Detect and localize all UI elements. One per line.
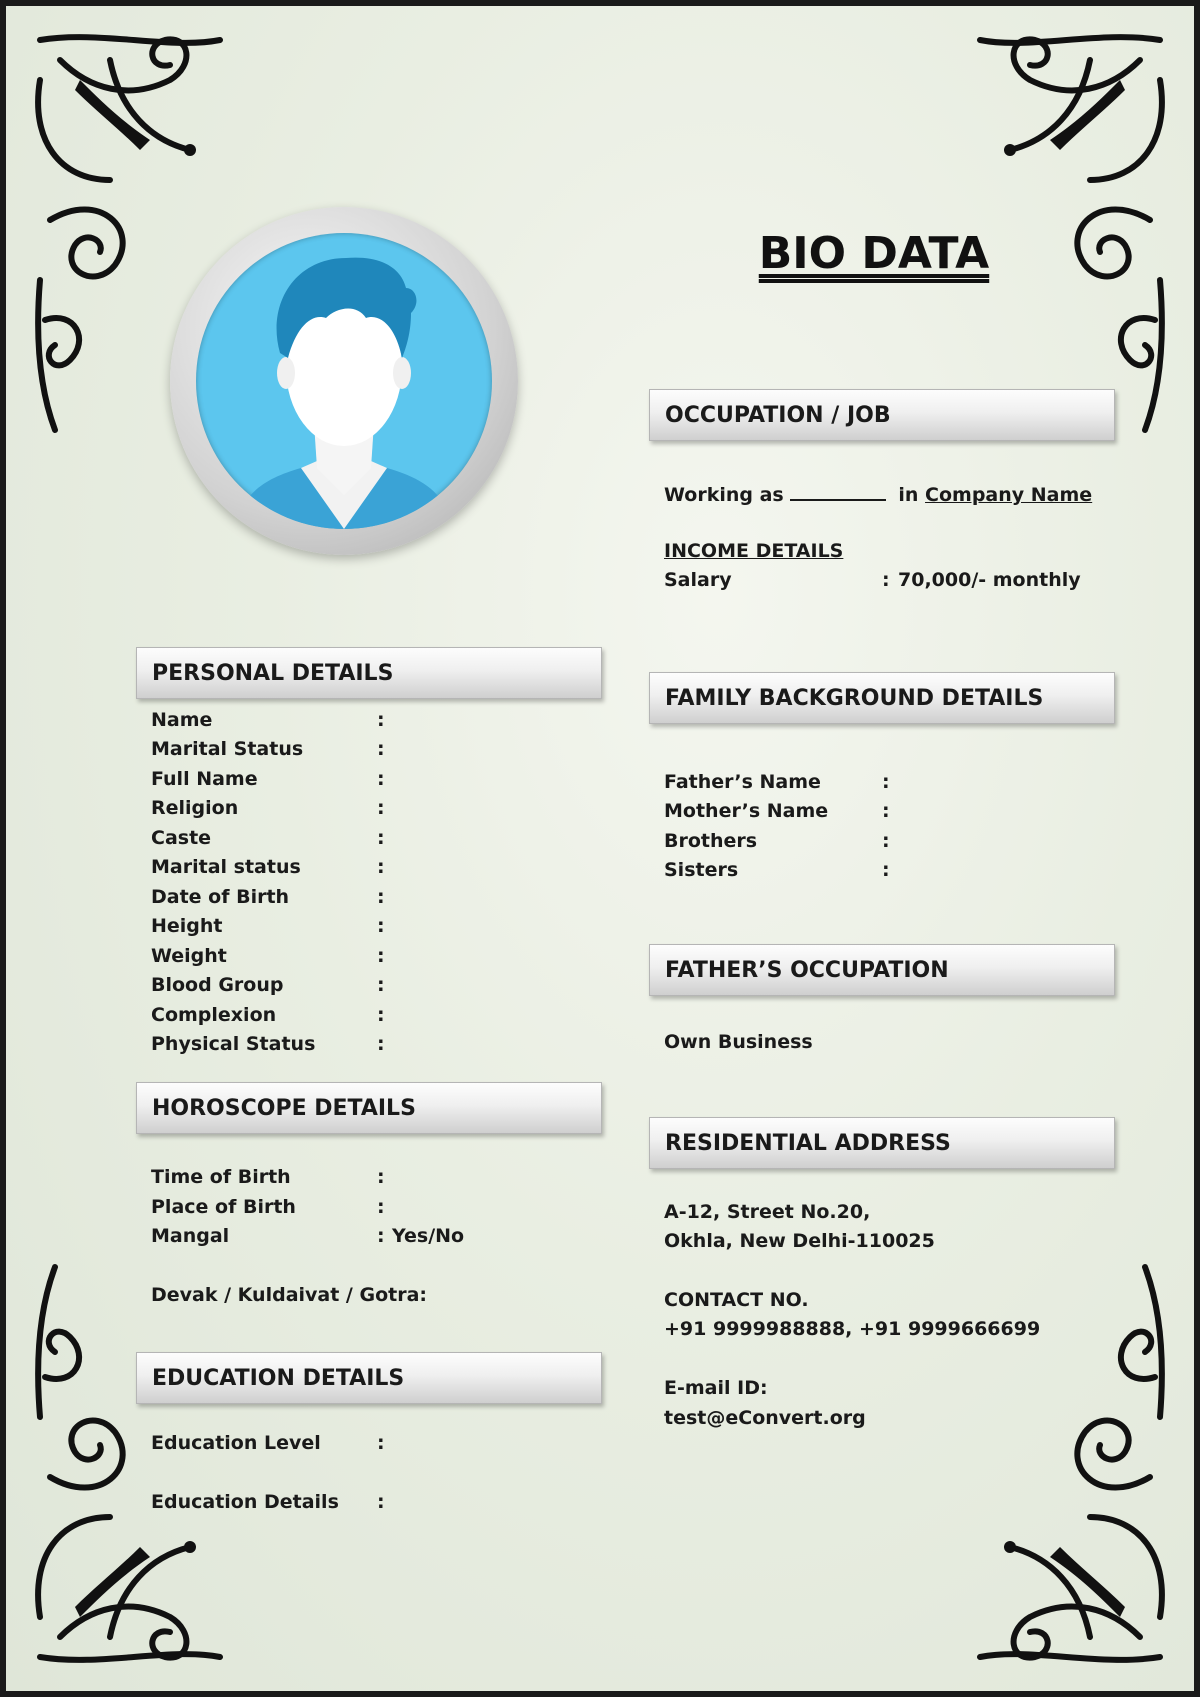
row-separator: : <box>377 1196 385 1218</box>
family-row <box>664 800 1084 829</box>
row-label: Physical Status <box>151 1033 316 1055</box>
contact-heading: CONTACT NO. <box>664 1289 809 1311</box>
corner-ornament-bottom-left <box>20 1257 260 1677</box>
contact-numbers: +91 9999988888, +91 9999666699 <box>664 1318 1041 1340</box>
salary-row <box>664 569 1104 598</box>
education-row <box>151 1491 571 1520</box>
row-separator: : <box>377 1004 385 1026</box>
row-separator: : <box>377 856 385 878</box>
row-label: Brothers <box>664 830 758 852</box>
salary-value: 70,000/- monthly <box>898 569 1081 591</box>
row-label: Caste <box>151 827 212 849</box>
row-separator: : <box>882 830 890 852</box>
row-label: Weight <box>151 945 227 967</box>
gotra-label: Devak / Kuldaivat / Gotra: <box>151 1284 428 1306</box>
avatar <box>196 233 492 529</box>
family-row <box>664 771 1084 800</box>
personal-row <box>151 856 571 885</box>
in-label: in <box>898 484 919 506</box>
personal-row <box>151 768 571 797</box>
row-label: Blood Group <box>151 974 284 996</box>
row-separator: : <box>377 1033 385 1055</box>
personal-row <box>151 974 571 1003</box>
row-separator: : <box>377 1166 385 1188</box>
biodata-page <box>6 6 1194 1691</box>
address-line-1: A-12, Street No.20, <box>664 1201 871 1223</box>
row-separator: : <box>377 738 385 760</box>
personal-row <box>151 1033 571 1062</box>
person-icon <box>196 233 492 529</box>
row-label: Religion <box>151 797 239 819</box>
working-as-line <box>664 481 1092 506</box>
row-label: Marital Status <box>151 738 304 760</box>
salary-label: Salary <box>664 569 732 591</box>
row-separator: : <box>377 827 385 849</box>
family-row <box>664 859 1084 888</box>
row-separator: : <box>377 915 385 937</box>
horoscope-row <box>151 1225 571 1254</box>
row-separator: : <box>377 945 385 967</box>
page-title: BIO DATA <box>758 228 990 279</box>
row-separator: : <box>882 859 890 881</box>
row-separator: : <box>377 797 385 819</box>
personal-row <box>151 915 571 944</box>
row-value: Yes/No <box>392 1225 465 1247</box>
row-label: Marital status <box>151 856 301 878</box>
address-line-2: Okhla, New Delhi-110025 <box>664 1230 935 1252</box>
section-header-occupation: OCCUPATION / JOB <box>649 389 1115 441</box>
email-value[interactable]: test@eConvert.org <box>664 1407 866 1429</box>
personal-row <box>151 1004 571 1033</box>
section-header-education: EDUCATION DETAILS <box>136 1352 602 1404</box>
father-occupation-value: Own Business <box>664 1031 813 1053</box>
row-label: Complexion <box>151 1004 277 1026</box>
row-separator: : <box>377 886 385 908</box>
row-label: Time of Birth <box>151 1166 291 1188</box>
row-label: Education Details <box>151 1491 339 1513</box>
row-separator: : <box>882 771 890 793</box>
personal-row <box>151 827 571 856</box>
row-separator: : <box>377 974 385 996</box>
horoscope-row <box>151 1196 571 1225</box>
company-name: Company Name <box>925 484 1093 506</box>
row-separator: : <box>377 709 385 731</box>
personal-row <box>151 738 571 767</box>
row-separator: : <box>377 1491 385 1513</box>
row-separator: : <box>377 1432 385 1454</box>
email-heading: E-mail ID: <box>664 1377 768 1399</box>
working-as-label: Working as <box>664 484 784 506</box>
education-row <box>151 1432 571 1461</box>
row-separator: : <box>882 800 890 822</box>
row-label: Height <box>151 915 223 937</box>
row-separator: : <box>377 1225 385 1247</box>
personal-row <box>151 797 571 826</box>
horoscope-row <box>151 1166 571 1195</box>
family-row <box>664 830 1084 859</box>
section-header-personal: PERSONAL DETAILS <box>136 647 602 699</box>
row-label: Father’s Name <box>664 771 821 793</box>
row-label: Place of Birth <box>151 1196 296 1218</box>
job-title-blank <box>790 481 886 501</box>
salary-separator: : <box>882 569 890 591</box>
section-header-address: RESIDENTIAL ADDRESS <box>649 1117 1115 1169</box>
row-label: Education Level <box>151 1432 321 1454</box>
profile-photo-frame <box>170 207 518 555</box>
section-header-father-occupation: FATHER’S OCCUPATION <box>649 944 1115 996</box>
row-label: Name <box>151 709 213 731</box>
section-header-horoscope: HOROSCOPE DETAILS <box>136 1082 602 1134</box>
row-label: Sisters <box>664 859 739 881</box>
row-label: Mangal <box>151 1225 230 1247</box>
row-label: Mother’s Name <box>664 800 829 822</box>
personal-row <box>151 886 571 915</box>
row-separator: : <box>377 768 385 790</box>
row-label: Full Name <box>151 768 258 790</box>
income-heading: INCOME DETAILS <box>664 540 844 562</box>
row-label: Date of Birth <box>151 886 290 908</box>
section-header-family: FAMILY BACKGROUND DETAILS <box>649 672 1115 724</box>
personal-row <box>151 709 571 738</box>
personal-row <box>151 945 571 974</box>
